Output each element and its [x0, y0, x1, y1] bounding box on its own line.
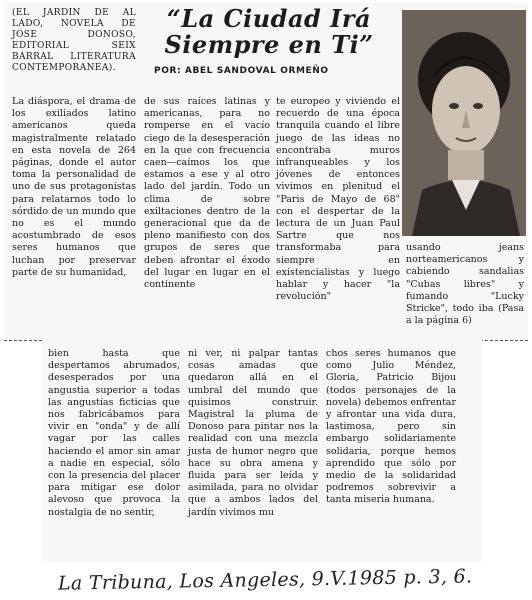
- continuation-column-2: ni ver, ni palpar tantas cosas amadas que quedaron allá en el umbral del mundo que quisimos construir. Magistral la pluma de Donoso para pintar nos la realidad con una mezcla justa de humor negro que hace su obra amena y fluida para ser leída y asimilada, para no olvidar que a ambos lados del jardín vivimos mu: [188, 348, 318, 518]
- article-column-4-text: usando jeans norteamericanos y cabiendo sandalias "Cubas libres" y fumando "Lucky Stricke", todo iba: [406, 242, 524, 315]
- article-byline: POR: ABEL SANDOVAL ORMEÑO: [154, 66, 329, 76]
- continuation-clipping: [42, 340, 482, 562]
- handwritten-source-note: La Tribuna, Los Angeles, 9.V.1985 p. 3, 6.: [57, 565, 473, 595]
- continued-note: (Pasa a la página 6): [406, 303, 524, 327]
- article-column-3: te europeo y viviendo el recuerdo de una época tranquila cuando el libre juego de las ideas no encontraba muros infranqueables y los jóvenes de entonces vivimos en plenitud el "Paris de Mayo de 68" con el despertar de la lectura de un Juan Paul Sartre que nos transformaba para siempre en existencialistas y luego hablar y hacer "la revolución": [276, 96, 400, 303]
- article-column-4: [406, 242, 524, 327]
- book-caption: (EL JARDIN DE AL LADO, NOVELA DE JOSE DONOSO, EDITORIAL SEIX BARRAL LITERATURA CONTEMPORANEA).: [12, 8, 136, 73]
- article-title: “La Ciudad Irá Siempre en Ti”: [164, 4, 374, 59]
- continuation-column-1: bien hasta que despertamos abrumados, desesperados por una angustia superior a todas las angustias ficticias que nos fabricábamos para vivir en "onda" y de allí vagar por las calles haciendo el amor sin amar a nadie en especial, sólo con la presencia del placer para mitigar ese dolor alevoso que provoca la nostalgia de no sentir,: [48, 348, 180, 518]
- article-column-1: La diáspora, el drama de los exiliados latino americanos queda magistralmente relatado en esta novela de 264 páginas, donde el autor toma la personalidad de uno de sus protagonistas para relatarnos todo lo sórdido de un mundo que no es el mundo acostumbrado de esos seres humanos que luchan por preservar parte de su humanidad,: [12, 96, 136, 278]
- article-column-2: de sus raíces latinas y americanas, para no romperse en el vacío ciego de la desesperación en la que con frecuencia caen—caímos los que estamos a ese y al otro lado del jardín. Todo un clima de sobre exiltaciones dentro de la generacional que da de pleno manifiesto con dos grupos de seres que deben afrontar el éxodo del lugar en lugar en el continente: [144, 96, 270, 291]
- continuation-column-3: chos seres humanos que como Julio Méndez, Gloria, Patricio Bijou (todos personajes de la novela) debemos enfrentar y afrontar una vida dura, lastimosa, pero sin embargo solidariamente solidaria, porque hemos aprendido que sólo por medio de la solidaridad podremos sobrevivir a tanta miseria humana.: [326, 348, 456, 506]
- article-clipping: [4, 2, 528, 341]
- author-photo: [402, 10, 526, 236]
- portrait-image: [402, 10, 526, 236]
